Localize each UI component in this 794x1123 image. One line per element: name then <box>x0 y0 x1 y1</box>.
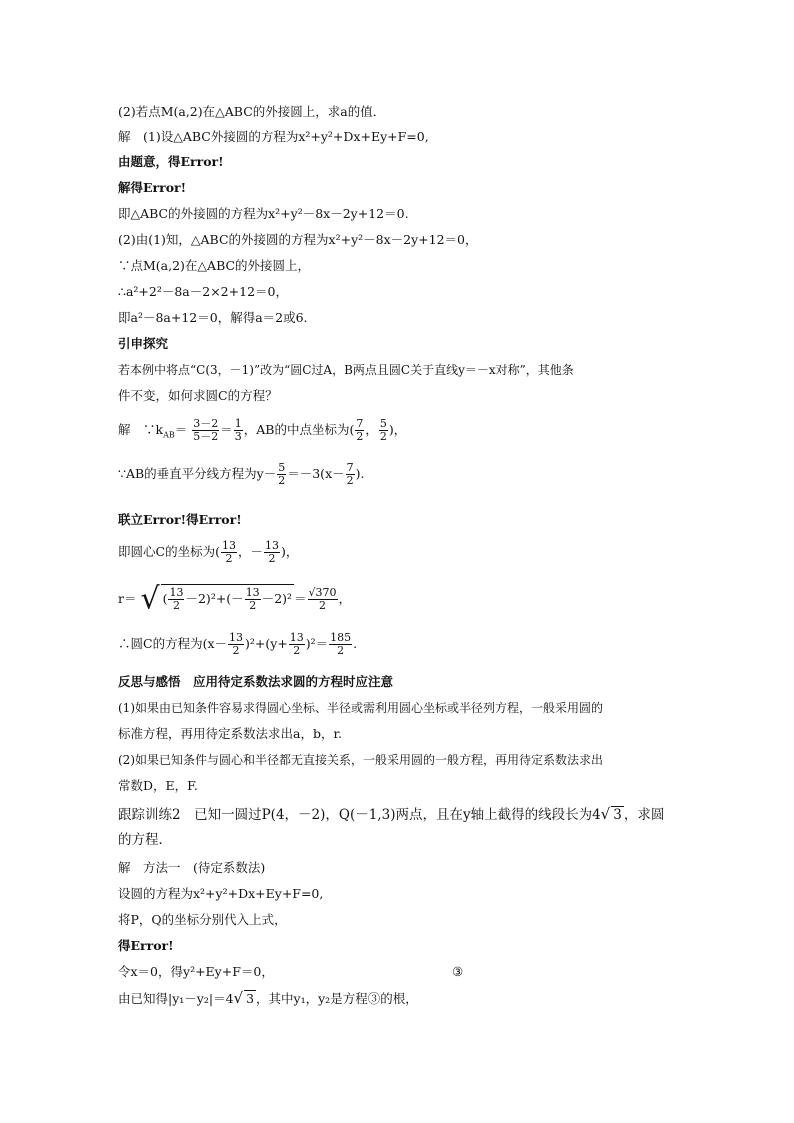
text-line: 件不变，如何求圆C的方程？ <box>118 388 278 403</box>
exercise-text: ，求圆 <box>623 807 665 823</box>
math-line <box>118 632 357 657</box>
text-line: 由题意，得Error! <box>118 154 224 169</box>
fraction <box>192 418 219 443</box>
denominator: 2 <box>293 644 301 657</box>
text-line: 若本例中将点“C(3，－1)”改为“圆C过A，B两点且圆C关于直线y＝－x对称”，其他条 <box>118 363 574 377</box>
text-line: 即a²－8a+12＝0，解得a＝2或6. <box>118 310 308 325</box>
numerator: 13 <box>289 631 304 644</box>
math-text: ＝ <box>220 422 233 437</box>
denominator: 2 <box>268 552 276 565</box>
exercise-text: 跟踪训练2 已知一圆过P(4，－2)，Q(－1,3)两点，且在y轴上截得的线段长为4 <box>118 807 601 823</box>
fraction <box>346 462 355 487</box>
exercise-line <box>118 806 664 823</box>
fraction <box>355 418 364 443</box>
math-text: ∴圆C的方程为(x－ <box>118 636 227 651</box>
math-text: )， <box>280 544 299 559</box>
math-subscript: AB <box>163 430 175 440</box>
fraction <box>277 462 286 487</box>
fraction <box>308 587 338 612</box>
text-line: 标准方程，再用待定系数法求出a，b，r. <box>118 726 343 741</box>
equation-number: ③ <box>452 964 464 979</box>
math-line <box>118 418 406 444</box>
text-line: 解得Error! <box>118 180 187 195</box>
section-heading: 引申探究 <box>118 336 169 351</box>
math-line <box>118 581 352 617</box>
text-line <box>118 990 418 1007</box>
section-heading: 反思与感悟 应用待定系数法求圆的方程时应注意 <box>118 674 394 689</box>
sqrt-sign-icon: √ <box>600 805 611 823</box>
numerator: 13 <box>264 539 279 552</box>
text-line: 得Error! <box>118 938 174 953</box>
denominator: 2 <box>249 599 257 612</box>
math-text: ＝－3(x－ <box>287 466 345 481</box>
math-text: ( <box>162 591 168 606</box>
fraction <box>168 587 184 612</box>
math-text: 即圆心C的坐标为( <box>118 544 220 559</box>
numerator: 7 <box>356 417 364 430</box>
fraction <box>329 632 352 657</box>
math-line <box>118 540 298 565</box>
fraction <box>221 540 237 565</box>
text-line: ∴a²+2²－8a－2×2+12＝0， <box>118 284 288 299</box>
numerator: 7 <box>346 461 354 474</box>
numerator: 13 <box>169 586 184 599</box>
denominator: 5－2 <box>193 430 219 443</box>
sqrt-sign-icon: √ <box>233 989 244 1007</box>
denominator: 2 <box>356 430 364 443</box>
fraction <box>379 418 388 443</box>
denominator: 2 <box>225 552 233 565</box>
fraction <box>289 632 305 657</box>
math-text: －2)² <box>261 591 293 606</box>
text-line: 令x＝0，得y²+Ey+F＝0， <box>118 964 274 979</box>
text-line: 解 (1)设△ABC外接圆的方程为x²+y²+Dx+Ey+F=0, <box>118 129 429 144</box>
text-line: 即△ABC的外接圆的方程为x²+y²－8x－2y+12＝0. <box>118 206 409 221</box>
numerator: 1 <box>234 417 242 430</box>
sqrt-body <box>161 584 294 612</box>
denominator: 2 <box>172 599 180 612</box>
fraction <box>234 418 243 443</box>
text-line: (1)如果由已知条件容易求得圆心坐标、半径或需利用圆心坐标或半径列方程，一般采用圆的 <box>118 701 604 715</box>
denominator: 2 <box>379 430 387 443</box>
sqrt-sign-icon: √ <box>140 581 160 617</box>
denominator: 2 <box>232 644 240 657</box>
denominator: 2 <box>346 474 354 487</box>
numerator: 5 <box>379 417 387 430</box>
math-text: ，－ <box>237 544 263 559</box>
numerator: 185 <box>330 631 352 644</box>
denominator: 3 <box>234 430 242 443</box>
math-text: . <box>353 636 358 651</box>
fraction <box>245 587 261 612</box>
numerator: 13 <box>229 631 243 644</box>
math-text: ＝ <box>294 591 307 606</box>
exercise-line: 的方程． <box>118 832 172 848</box>
math-text: ＝ <box>174 422 188 437</box>
denominator: 2 <box>337 644 345 657</box>
math-text: ∵AB的垂直平分线方程为y－ <box>118 466 277 481</box>
math-text: r＝ <box>118 591 137 606</box>
fraction <box>264 540 280 565</box>
numerator: 13 <box>245 586 260 599</box>
sqrt-body: 3 <box>613 807 622 823</box>
text-line: (2)若点M(a,2)在△ABC的外接圆上，求a的值． <box>118 104 386 119</box>
denominator: 2 <box>319 599 327 612</box>
numerator: 5 <box>278 461 286 474</box>
math-text: 解 ∵k <box>118 422 164 437</box>
text-line: 常数D，E，F. <box>118 778 198 793</box>
numerator: √370 <box>308 586 337 599</box>
text-line: 联立Error!得Error! <box>118 512 242 527</box>
math-text: ). <box>355 466 365 481</box>
text-line: 设圆的方程为x²+y²+Dx+Ey+F=0, <box>118 886 324 901</box>
math-text: )²+(y+ <box>245 636 288 651</box>
text-line: 解 方法一 (待定系数法) <box>118 860 266 875</box>
numerator: 3－2 <box>193 417 219 430</box>
math-text: ，AB的中点坐标为( <box>243 422 355 437</box>
text-line: ∵点M(a,2)在△ABC的外接圆上， <box>118 258 311 273</box>
fraction <box>228 632 244 657</box>
text-line: (2)如果已知条件与圆心和半径都无直接关系，一般采用圆的一般方程，再用待定系数法求出 <box>118 753 604 767</box>
math-text: )²＝ <box>305 636 329 651</box>
math-text: )， <box>388 422 407 437</box>
text-line: (2)由(1)知，△ABC的外接圆的方程为x²+y²－8x－2y+12＝0， <box>118 232 478 247</box>
math-text: ， <box>338 591 352 606</box>
numerator: 13 <box>221 539 236 552</box>
sqrt-body: 3 <box>246 991 255 1006</box>
math-text: ， <box>365 422 378 437</box>
math-line <box>118 462 364 487</box>
denominator: 2 <box>278 474 286 487</box>
math-text: 由已知得|y₁－y₂|＝4 <box>118 991 234 1006</box>
math-text: ，其中y₁，y₂是方程③的根， <box>256 991 418 1006</box>
text-line: 将P，Q的坐标分别代入上式， <box>118 912 287 927</box>
math-text: －2)²+(－ <box>185 591 244 606</box>
